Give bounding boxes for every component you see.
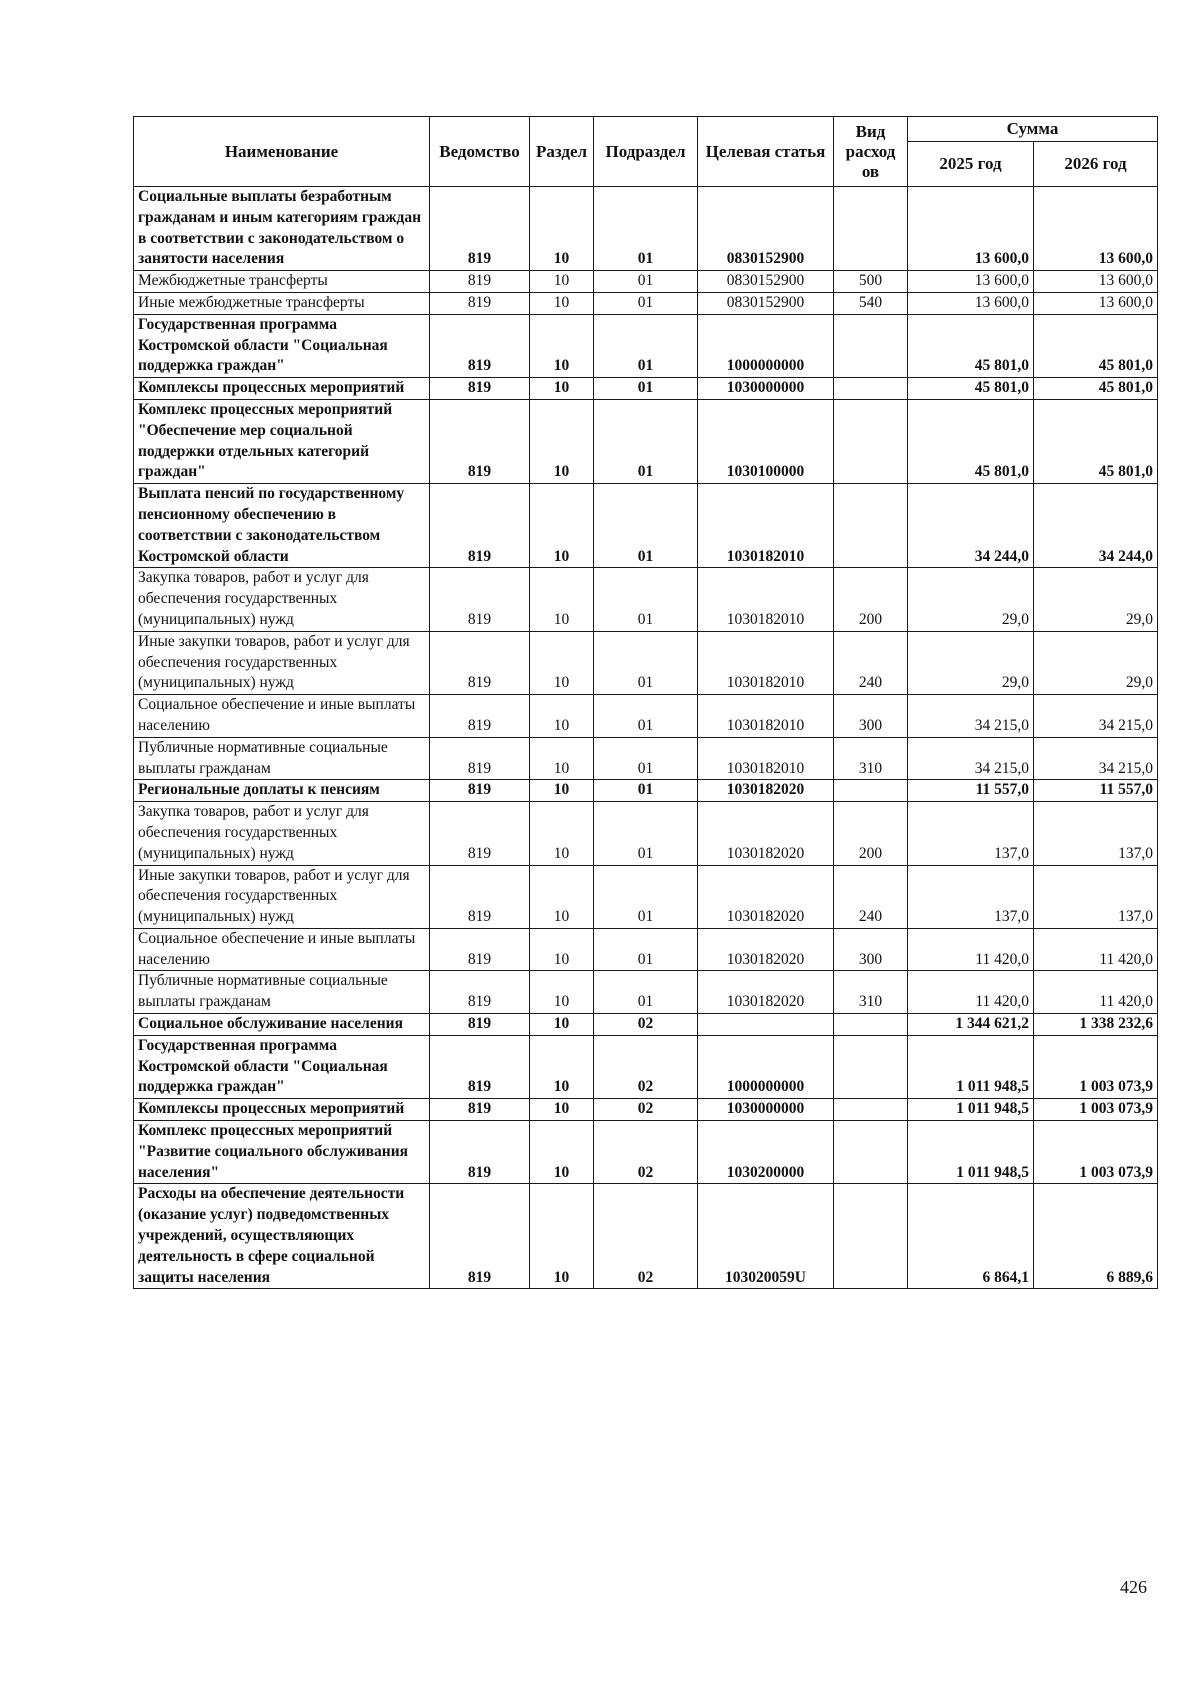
table-row [134, 928, 1158, 971]
row-razdel: 10 [530, 1121, 594, 1184]
row-vedomstvo: 819 [430, 695, 530, 738]
row-sum-2026: 34 215,0 [1034, 737, 1158, 780]
row-razdel: 10 [530, 802, 594, 865]
row-vedomstvo: 819 [430, 484, 530, 568]
row-celevaya-statya: 0830152900 [698, 292, 834, 314]
table-row [134, 187, 1158, 271]
header-razdel: Раздел [530, 117, 594, 187]
row-sum-2025: 6 864,1 [908, 1184, 1034, 1289]
row-podrazdel: 01 [594, 378, 698, 400]
row-vid-rashodov: 310 [834, 971, 908, 1014]
row-sum-2026: 34 215,0 [1034, 695, 1158, 738]
row-razdel: 10 [530, 1184, 594, 1289]
header-name: Наименование [134, 117, 430, 187]
row-name: Закупка товаров, работ и услуг для обеспечения государственных (муниципальных) нужд [134, 568, 430, 631]
page-number: 426 [1120, 1577, 1147, 1597]
row-sum-2025: 13 600,0 [908, 292, 1034, 314]
row-name: Межбюджетные трансферты [134, 271, 430, 293]
table-header [134, 117, 1158, 187]
row-celevaya-statya [698, 1014, 834, 1036]
row-vid-rashodov: 200 [834, 802, 908, 865]
row-sum-2025: 11 420,0 [908, 928, 1034, 971]
row-celevaya-statya: 1030200000 [698, 1121, 834, 1184]
row-vedomstvo: 819 [430, 737, 530, 780]
row-celevaya-statya: 1030182020 [698, 802, 834, 865]
row-razdel: 10 [530, 1014, 594, 1036]
row-podrazdel: 02 [594, 1099, 698, 1121]
row-vedomstvo: 819 [430, 780, 530, 802]
row-celevaya-statya: 0830152900 [698, 187, 834, 271]
row-celevaya-statya: 1030182010 [698, 737, 834, 780]
row-celevaya-statya: 1030000000 [698, 378, 834, 400]
row-podrazdel: 01 [594, 928, 698, 971]
row-razdel: 10 [530, 187, 594, 271]
row-sum-2025: 45 801,0 [908, 378, 1034, 400]
header-year-2025: 2025 год [908, 142, 1034, 187]
row-podrazdel: 01 [594, 971, 698, 1014]
row-vid-rashodov: 240 [834, 865, 908, 928]
table-row [134, 378, 1158, 400]
row-vedomstvo: 819 [430, 631, 530, 694]
row-vid-rashodov: 200 [834, 568, 908, 631]
row-sum-2025: 29,0 [908, 568, 1034, 631]
row-name: Комплекс процессных мероприятий "Развитие социального обслуживания населения" [134, 1121, 430, 1184]
row-vid-rashodov: 540 [834, 292, 908, 314]
row-vid-rashodov: 300 [834, 695, 908, 738]
row-name: Социальное обеспечение и иные выплаты населению [134, 695, 430, 738]
row-razdel: 10 [530, 484, 594, 568]
row-sum-2025: 34 215,0 [908, 695, 1034, 738]
row-podrazdel: 01 [594, 568, 698, 631]
table-row [134, 1014, 1158, 1036]
header-year-2026: 2026 год [1034, 142, 1158, 187]
row-podrazdel: 01 [594, 865, 698, 928]
row-celevaya-statya: 1030182010 [698, 631, 834, 694]
row-vid-rashodov [834, 1099, 908, 1121]
row-vedomstvo: 819 [430, 568, 530, 631]
table-row [134, 568, 1158, 631]
table-row [134, 1184, 1158, 1289]
row-sum-2026: 137,0 [1034, 865, 1158, 928]
table-row [134, 484, 1158, 568]
row-celevaya-statya: 0830152900 [698, 271, 834, 293]
row-razdel: 10 [530, 631, 594, 694]
row-vedomstvo: 819 [430, 271, 530, 293]
table-row [134, 1099, 1158, 1121]
row-sum-2026: 13 600,0 [1034, 187, 1158, 271]
row-vedomstvo: 819 [430, 378, 530, 400]
row-vedomstvo: 819 [430, 1184, 530, 1289]
table-row [134, 1035, 1158, 1098]
row-vedomstvo: 819 [430, 1121, 530, 1184]
row-name: Иные межбюджетные трансферты [134, 292, 430, 314]
row-sum-2026: 1 003 073,9 [1034, 1121, 1158, 1184]
row-razdel: 10 [530, 737, 594, 780]
row-vid-rashodov [834, 1035, 908, 1098]
header-vedomstvo: Ведомство [430, 117, 530, 187]
table-body [134, 187, 1158, 1289]
row-name: Региональные доплаты к пенсиям [134, 780, 430, 802]
row-name: Иные закупки товаров, работ и услуг для обеспечения государственных (муниципальных) нужд [134, 631, 430, 694]
row-razdel: 10 [530, 568, 594, 631]
row-vid-rashodov [834, 314, 908, 377]
row-name: Публичные нормативные социальные выплаты гражданам [134, 737, 430, 780]
row-podrazdel: 01 [594, 314, 698, 377]
row-podrazdel: 02 [594, 1035, 698, 1098]
row-vid-rashodov [834, 187, 908, 271]
row-sum-2026: 29,0 [1034, 568, 1158, 631]
row-celevaya-statya: 1030000000 [698, 1099, 834, 1121]
row-razdel: 10 [530, 1099, 594, 1121]
row-name: Комплексы процессных мероприятий [134, 1099, 430, 1121]
row-vid-rashodov [834, 1121, 908, 1184]
row-vid-rashodov [834, 378, 908, 400]
row-sum-2026: 1 003 073,9 [1034, 1035, 1158, 1098]
row-podrazdel: 01 [594, 187, 698, 271]
row-podrazdel: 01 [594, 802, 698, 865]
row-sum-2025: 45 801,0 [908, 314, 1034, 377]
row-razdel: 10 [530, 1035, 594, 1098]
table-row [134, 737, 1158, 780]
row-vid-rashodov [834, 1014, 908, 1036]
row-vedomstvo: 819 [430, 187, 530, 271]
row-sum-2025: 13 600,0 [908, 271, 1034, 293]
row-podrazdel: 01 [594, 780, 698, 802]
row-vedomstvo: 819 [430, 314, 530, 377]
row-name: Комплекс процессных мероприятий "Обеспечение мер социальной поддержки отдельных категорий граждан" [134, 399, 430, 483]
header-summa: Сумма [908, 117, 1158, 142]
row-sum-2026: 45 801,0 [1034, 399, 1158, 483]
table-row [134, 1121, 1158, 1184]
row-podrazdel: 02 [594, 1121, 698, 1184]
row-vedomstvo: 819 [430, 292, 530, 314]
row-podrazdel: 01 [594, 484, 698, 568]
row-sum-2026: 6 889,6 [1034, 1184, 1158, 1289]
header-celevaya-statya: Целевая статья [698, 117, 834, 187]
header-vid-rashodov: Вид расход ов [834, 117, 908, 187]
row-podrazdel: 01 [594, 631, 698, 694]
row-razdel: 10 [530, 399, 594, 483]
row-celevaya-statya: 1030182020 [698, 971, 834, 1014]
row-name: Иные закупки товаров, работ и услуг для обеспечения государственных (муниципальных) нужд [134, 865, 430, 928]
row-sum-2026: 11 420,0 [1034, 971, 1158, 1014]
row-razdel: 10 [530, 271, 594, 293]
row-vedomstvo: 819 [430, 1099, 530, 1121]
row-celevaya-statya: 1030182010 [698, 568, 834, 631]
row-razdel: 10 [530, 971, 594, 1014]
row-sum-2026: 11 557,0 [1034, 780, 1158, 802]
header-podrazdel: Подраздел [594, 117, 698, 187]
row-sum-2026: 1 003 073,9 [1034, 1099, 1158, 1121]
row-razdel: 10 [530, 780, 594, 802]
row-celevaya-statya: 1030182020 [698, 780, 834, 802]
row-name: Социальное обслуживание населения [134, 1014, 430, 1036]
table-row [134, 292, 1158, 314]
table-row [134, 802, 1158, 865]
row-sum-2025: 13 600,0 [908, 187, 1034, 271]
row-vedomstvo: 819 [430, 928, 530, 971]
row-podrazdel: 02 [594, 1014, 698, 1036]
row-sum-2026: 34 244,0 [1034, 484, 1158, 568]
row-sum-2025: 29,0 [908, 631, 1034, 694]
row-razdel: 10 [530, 928, 594, 971]
row-celevaya-statya: 1000000000 [698, 314, 834, 377]
row-name: Социальное обеспечение и иные выплаты населению [134, 928, 430, 971]
row-razdel: 10 [530, 865, 594, 928]
row-name: Государственная программа Костромской области "Социальная поддержка граждан" [134, 1035, 430, 1098]
row-podrazdel: 01 [594, 737, 698, 780]
row-sum-2025: 34 215,0 [908, 737, 1034, 780]
row-celevaya-statya: 1030182010 [698, 695, 834, 738]
row-vid-rashodov [834, 780, 908, 802]
row-name: Закупка товаров, работ и услуг для обеспечения государственных (муниципальных) нужд [134, 802, 430, 865]
row-name: Государственная программа Костромской области "Социальная поддержка граждан" [134, 314, 430, 377]
row-vid-rashodov: 500 [834, 271, 908, 293]
row-razdel: 10 [530, 695, 594, 738]
row-vedomstvo: 819 [430, 865, 530, 928]
row-sum-2025: 137,0 [908, 865, 1034, 928]
row-celevaya-statya: 1030182020 [698, 865, 834, 928]
row-sum-2026: 11 420,0 [1034, 928, 1158, 971]
row-name: Выплата пенсий по государственному пенсионному обеспечению в соответствии с законодательством Костромской области [134, 484, 430, 568]
row-sum-2025: 11 420,0 [908, 971, 1034, 1014]
row-podrazdel: 01 [594, 271, 698, 293]
row-sum-2026: 137,0 [1034, 802, 1158, 865]
row-sum-2025: 1 344 621,2 [908, 1014, 1034, 1036]
row-razdel: 10 [530, 378, 594, 400]
row-name: Публичные нормативные социальные выплаты гражданам [134, 971, 430, 1014]
row-vid-rashodov: 240 [834, 631, 908, 694]
row-sum-2025: 1 011 948,5 [908, 1121, 1034, 1184]
row-vid-rashodov [834, 399, 908, 483]
row-sum-2026: 29,0 [1034, 631, 1158, 694]
table-row [134, 314, 1158, 377]
row-celevaya-statya: 1000000000 [698, 1035, 834, 1098]
table-row [134, 399, 1158, 483]
row-sum-2025: 1 011 948,5 [908, 1099, 1034, 1121]
row-name: Социальные выплаты безработным гражданам и иным категориям граждан в соответствии с законодательством о занятости населения [134, 187, 430, 271]
row-vedomstvo: 819 [430, 971, 530, 1014]
table-row [134, 631, 1158, 694]
row-vid-rashodov: 310 [834, 737, 908, 780]
row-sum-2025: 11 557,0 [908, 780, 1034, 802]
row-celevaya-statya: 103020059U [698, 1184, 834, 1289]
budget-table [133, 116, 1158, 1289]
row-sum-2025: 137,0 [908, 802, 1034, 865]
row-vid-rashodov [834, 1184, 908, 1289]
row-vedomstvo: 819 [430, 1014, 530, 1036]
row-name: Комплексы процессных мероприятий [134, 378, 430, 400]
table-row [134, 271, 1158, 293]
row-podrazdel: 01 [594, 399, 698, 483]
row-podrazdel: 01 [594, 292, 698, 314]
row-sum-2026: 45 801,0 [1034, 378, 1158, 400]
row-sum-2025: 34 244,0 [908, 484, 1034, 568]
row-celevaya-statya: 1030182020 [698, 928, 834, 971]
row-celevaya-statya: 1030100000 [698, 399, 834, 483]
row-vid-rashodov [834, 484, 908, 568]
row-vedomstvo: 819 [430, 1035, 530, 1098]
row-podrazdel: 02 [594, 1184, 698, 1289]
row-razdel: 10 [530, 314, 594, 377]
table-row [134, 971, 1158, 1014]
row-sum-2025: 1 011 948,5 [908, 1035, 1034, 1098]
row-vedomstvo: 819 [430, 802, 530, 865]
row-razdel: 10 [530, 292, 594, 314]
row-name: Расходы на обеспечение деятельности (оказание услуг) подведомственных учреждений, осуществляющих деятельность в сфере социальной защиты населения [134, 1184, 430, 1289]
row-sum-2026: 13 600,0 [1034, 271, 1158, 293]
row-sum-2026: 13 600,0 [1034, 292, 1158, 314]
row-celevaya-statya: 1030182010 [698, 484, 834, 568]
table-row [134, 695, 1158, 738]
row-sum-2026: 45 801,0 [1034, 314, 1158, 377]
table-row [134, 865, 1158, 928]
row-vid-rashodov: 300 [834, 928, 908, 971]
row-podrazdel: 01 [594, 695, 698, 738]
row-sum-2025: 45 801,0 [908, 399, 1034, 483]
row-sum-2026: 1 338 232,6 [1034, 1014, 1158, 1036]
table-row [134, 780, 1158, 802]
row-vedomstvo: 819 [430, 399, 530, 483]
